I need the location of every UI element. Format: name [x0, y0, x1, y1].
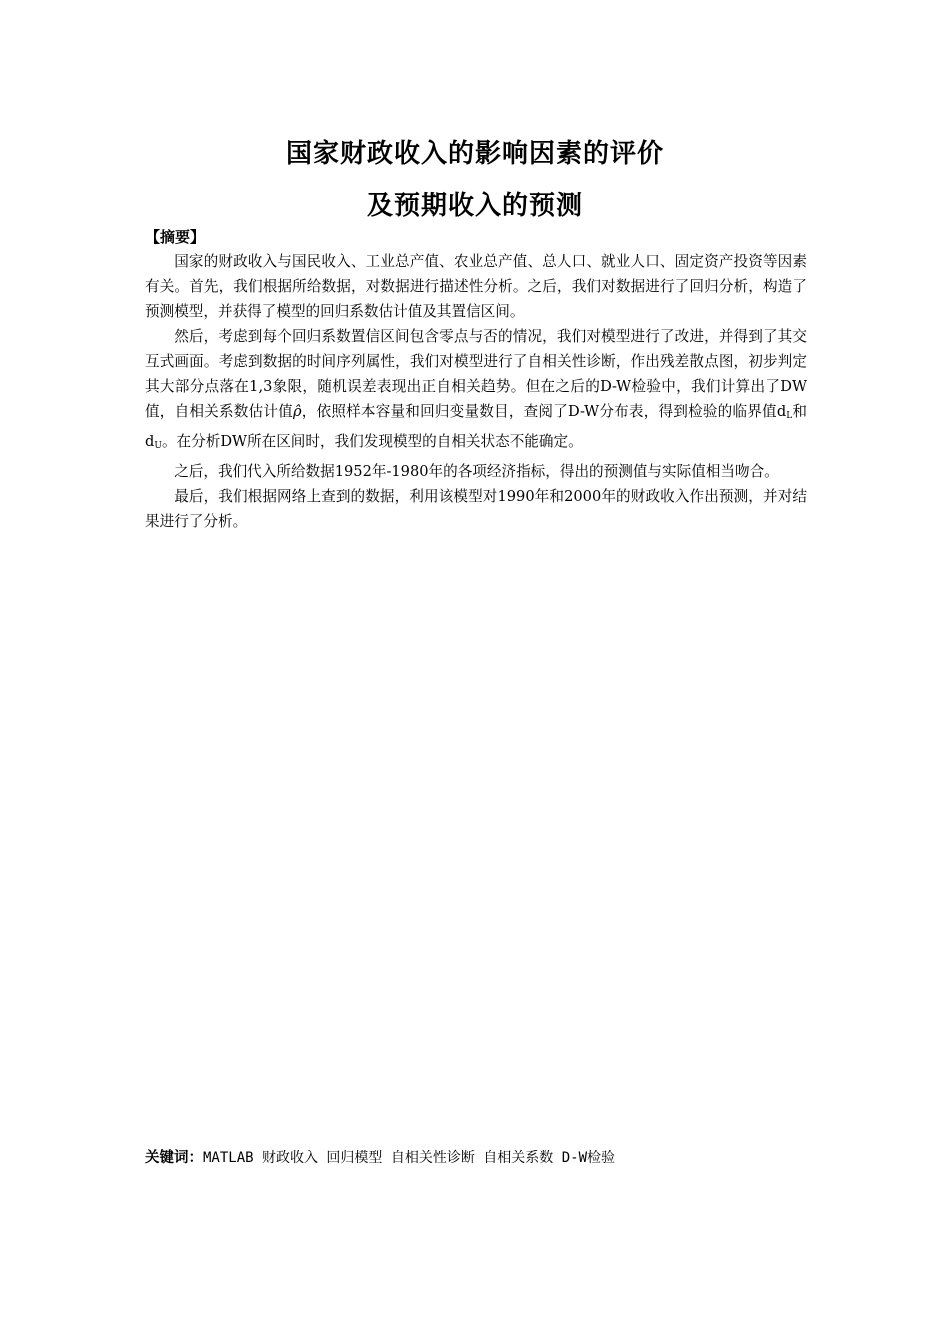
abstract-body — [145, 249, 807, 534]
title-line-1: 国家财政收入的影响因素的评价 — [285, 139, 664, 169]
keywords-list: MATLAB 财政收入 回归模型 自相关性诊断 自相关系数 D-W检验 — [203, 1150, 616, 1166]
subscript-u: U — [154, 441, 162, 451]
abstract-paragraph-4: 最后，我们根据网络上查到的数据，利用该模型对1990年和2000年的财政收入作出预测，并对结果进行了分析。 — [145, 488, 807, 530]
subscript-l: L — [786, 411, 793, 421]
keywords-line — [145, 1146, 615, 1167]
title-line-2: 及预期收入的预测 — [366, 191, 583, 221]
rho-hat-symbol: ρ̂ — [292, 403, 302, 420]
p2-text-2: ，依照样本容量和回归变量数目，查阅了D-W分布表，得到检验的临界值d — [301, 403, 787, 420]
p2-text-3: 和d — [145, 403, 807, 450]
keywords-label: 关键词： — [145, 1150, 203, 1166]
abstract-paragraph-3: 之后，我们代入所给数据1952年-1980年的各项经济指标，得出的预测值与实际值相当吻合。 — [174, 463, 779, 480]
p2-text-4: 。在分析DW所在区间时，我们发现模型的自相关状态不能确定。 — [161, 433, 583, 450]
abstract-paragraph-1: 国家的财政收入与国民收入、工业总产值、农业总产值、总人口、就业人口、固定资产投资等因素有关。首先，我们根据所给数据，对数据进行描述性分析。之后，我们对数据进行了回归分析，构造了预测模型，并获得了模型的回归系数估计值及其置信区间。 — [145, 253, 807, 320]
abstract-heading: 【摘要】 — [145, 228, 206, 246]
abstract-paragraph-2 — [145, 324, 807, 459]
p2-text-1: 然后，考虑到每个回归系数置信区间包含零点与否的情况，我们对模型进行了改进，并得到了其交互式画面。考虑到数据的时间序列属性，我们对模型进行了自相关性诊断，作出残差散点图，初步判定其大部分点落在1,3象限，随机误差表现出正自相关趋势。但在之后的D-W检验中，我们计算出了DW值，自相关系数估计值 — [145, 328, 807, 420]
